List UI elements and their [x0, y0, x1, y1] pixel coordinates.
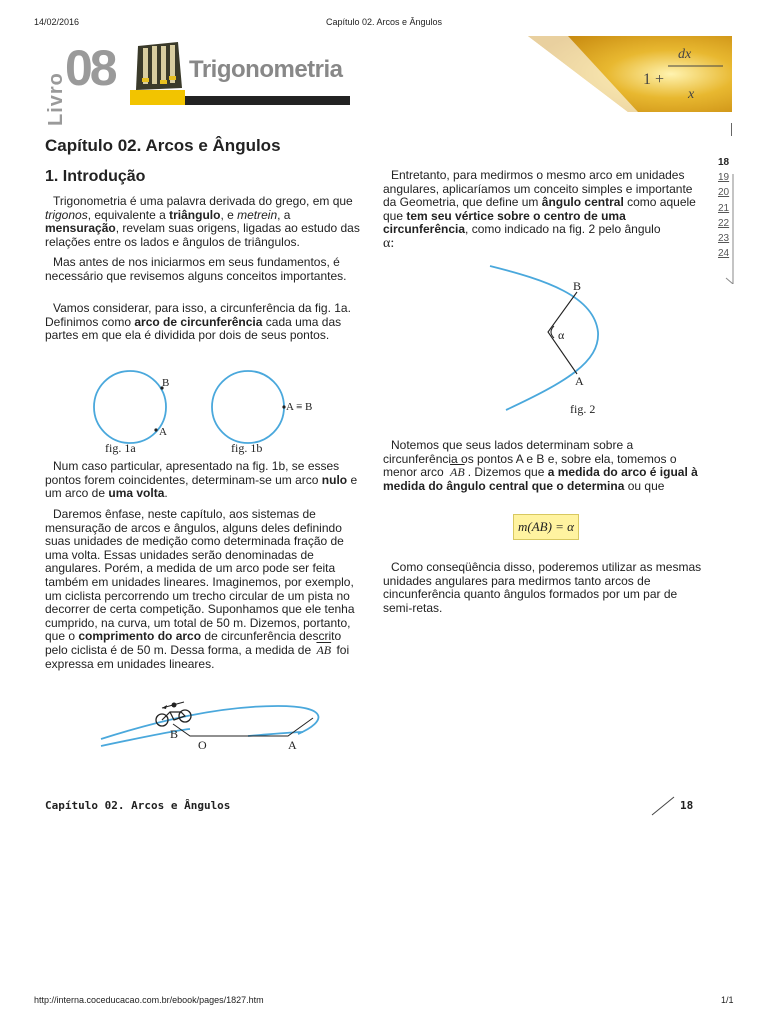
arc-ab-symbol: $\overline{AB}$ [316, 642, 332, 657]
figure-2 [486, 262, 616, 422]
print-page-title: Capítulo 02. Arcos e Ângulos [325, 17, 443, 27]
fig2-point-a: A [575, 374, 584, 388]
fig2-caption: fig. 2 [570, 402, 596, 416]
figure-1 [90, 367, 340, 459]
arc-ab-symbol-2: $\overline{AB}$ [450, 465, 465, 480]
fig1b-caption: fig. 1b [231, 441, 263, 455]
banner-yellow-bar [130, 90, 185, 105]
paragraph-medida-arco: Notemos que seus lados determinam sobre a circunferência os pontos A e B e, sobre ela, tomemos o menor arco $\overline{AB}$ . Dizemos que a medida do arco é igual à medida do ângulo central que o determina ou que [383, 438, 698, 493]
page-link-21[interactable]: 21 [718, 202, 730, 214]
page-link-20[interactable]: 20 [718, 187, 730, 199]
fig2-point-b: B [573, 279, 582, 293]
fig1b-circle [212, 371, 284, 443]
fig1b-point-ab: A ≡ B [286, 401, 313, 413]
page-nav-divider [704, 174, 734, 284]
subject-title: Trigonometria [189, 56, 343, 83]
fig1a-circle [94, 371, 166, 443]
bike-point-a: A [288, 738, 297, 752]
formula-x: x [688, 87, 695, 102]
paragraph-enfase: Daremos ênfase, neste capítulo, aos sistemas de mensuração de arcos e ângulos, alguns deles definindo suas unidades de medição como determinada fração de uma volta. Essas unidades serão denominadas de angulares. Porém, a medida de um arco pode ser feita também em unidades lineares. Imaginemos, por exemplo, um ciclista percorrendo um trecho circular de um pista no decorrer de certa competição. Suponhamos que ele tenha cumprido, na curva, um total de 50 m. Dizemos, portanto, que o comprimento do arco de circunferência descrito pelo ciclista é de 50 m. Dessa forma, a medida de $\overline{AB}$ foi expressa em unidades lineares. [45, 507, 355, 671]
banner-black-bar [185, 96, 350, 105]
bike-point-b: B [170, 727, 179, 741]
section-title: 1. Introdução [45, 168, 146, 185]
formula-plus: 1 + [643, 71, 665, 88]
print-page-count: 1/1 [721, 995, 734, 1005]
page-link-23[interactable]: 23 [718, 232, 730, 244]
divider-mark [731, 123, 732, 136]
formula-box: m(AB) = α [513, 514, 579, 540]
book-number: 08 [65, 40, 115, 96]
page-current: 18 [718, 157, 730, 168]
formula-dx: dx [678, 47, 692, 62]
fig1a-caption: fig. 1a [105, 441, 136, 455]
print-date: 14/02/2016 [34, 17, 80, 27]
print-url: http://interna.coceducacao.com.br/ebook/pages/1827.htm [34, 995, 264, 1005]
livro-label: Livro [45, 72, 67, 126]
fig1a-point-a: A [159, 426, 167, 438]
page-link-22[interactable]: 22 [718, 217, 730, 229]
fig2-angle-alpha: α [558, 328, 565, 342]
chapter-title: Capítulo 02. Arcos e Ângulos [45, 136, 281, 155]
fig2-arc [490, 266, 598, 410]
page-link-24[interactable]: 24 [718, 248, 730, 260]
bicycle-figure [98, 696, 333, 756]
fig1a-point-b: B [162, 377, 170, 389]
paragraph-fundamentos: Mas antes de nos iniciarmos em seus fundamentos, é necessário que revisemos alguns conceitos importantes. [45, 255, 347, 283]
paragraph-consequencia: Como conseqüência disso, poderemos utilizar as mesmas unidades angulares para medirmos tanto arcos de cincunferência quanto ângulos formados por um par de semi-retas. [383, 560, 702, 615]
paragraph-angulo-central: Entretanto, para medirmos o mesmo arco em unidades angulares, aplicaríamos um conceito simples e importante da Geometria, que define um ângulo central como aquele que tem seu vértice sobre o centro de uma circunferência, como indicado na fig. 2 pelo ângulo α: [383, 168, 696, 251]
footer-page-number: 18 [680, 799, 694, 812]
track-curve-outer [101, 706, 318, 739]
footer-title: Capítulo 02. Arcos e Ângulos [45, 799, 231, 812]
paragraph-nulo: Num caso particular, apresentado na fig. 1b, se esses pontos forem coincidentes, determinam-se um arco nulo e um arco de uma volta. [45, 459, 358, 501]
abacus-image [128, 40, 188, 92]
math-banner-image [528, 36, 732, 112]
alpha-symbol: α: [383, 235, 395, 251]
paragraph-arco: Vamos considerar, para isso, a circunferência da fig. 1a. Definimos como arco de circunferência cada uma das partes em que ela é dividida por dois de seus pontos. [45, 301, 351, 343]
bike-point-o: O [198, 738, 207, 752]
page-link-19[interactable]: 19 [718, 172, 730, 184]
intro-paragraph: Trigonometria é uma palavra derivada do grego, em que trigonos, equivalente a triângulo, e metrein, a mensuração, revelam suas origens, ligadas ao estudo das relações entre os lados e ângulos de triângulos. [45, 194, 360, 249]
footer-slash [650, 795, 676, 817]
